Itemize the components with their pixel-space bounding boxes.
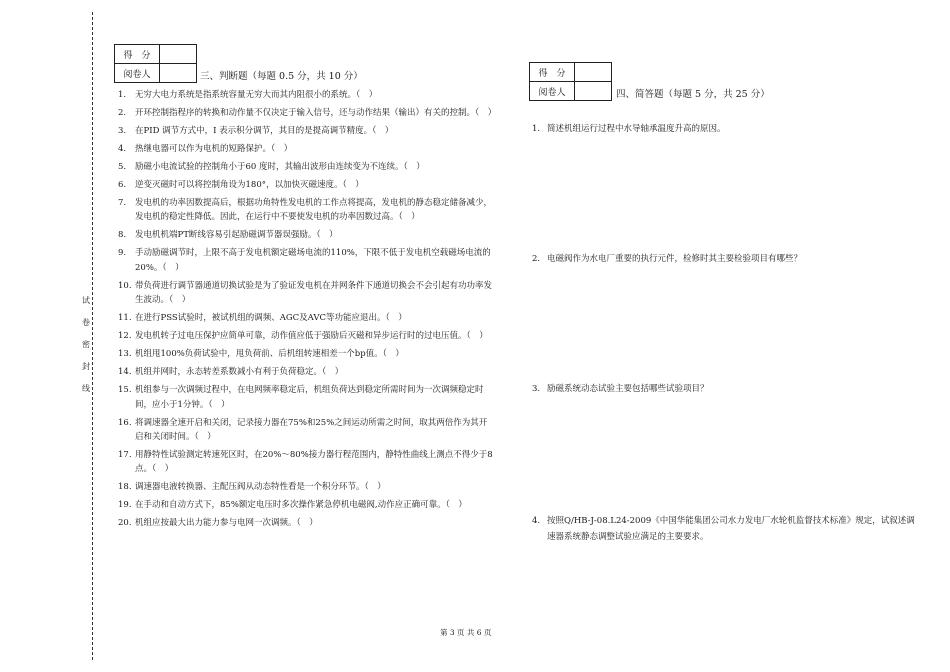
question-text: 机组并网时，永态转差系数减小有利于负荷稳定。（ ） xyxy=(135,367,344,378)
score-cell[interactable] xyxy=(160,45,197,64)
score-table-left xyxy=(114,44,197,83)
question-item xyxy=(532,122,922,138)
seal-char: 封 xyxy=(82,362,90,371)
question-text: 机组甩100%负荷试验中，甩负荷前、后机组转速相差一个bp值。（ ） xyxy=(135,349,404,360)
question-number: 2. xyxy=(118,108,127,118)
question-item xyxy=(118,498,494,512)
question-number: 1. xyxy=(532,124,541,134)
seal-dashed-line xyxy=(92,12,93,660)
question-text: 电磁阀作为水电厂重要的执行元件，检修时其主要检验项目有哪些？ xyxy=(547,254,803,264)
score-table-right xyxy=(529,62,612,101)
question-number: 9. xyxy=(118,248,127,259)
section3-question-list xyxy=(118,88,497,534)
question-number: 19. xyxy=(118,500,132,511)
question-text: 简述机组运行过程中水导轴承温度升高的原因。 xyxy=(547,124,726,134)
question-text: 开环控制指程序的转换和动作量不仅决定于输入信号，还与动作结果（输出）有关的控制。（ ） xyxy=(135,108,497,118)
question-number: 8. xyxy=(118,230,127,241)
question-item xyxy=(118,246,494,275)
question-item xyxy=(532,514,922,545)
question-item xyxy=(118,124,494,138)
reviewer-cell[interactable] xyxy=(575,82,612,101)
question-number: 15. xyxy=(118,385,132,396)
question-item xyxy=(118,160,494,174)
question-item xyxy=(118,228,494,242)
reviewer-label: 阅卷人 xyxy=(115,64,160,83)
seal-char: 卷 xyxy=(82,318,90,327)
question-number: 5. xyxy=(118,162,127,172)
question-item xyxy=(118,106,497,120)
question-item xyxy=(118,178,494,192)
question-number: 14. xyxy=(118,367,132,378)
question-number: 6. xyxy=(118,180,127,190)
score-label: 得 分 xyxy=(115,45,160,64)
question-item xyxy=(118,196,494,225)
score-cell[interactable] xyxy=(575,63,612,82)
question-text: 无穷大电力系统是指系统容量无穷大而其内阻很小的系统。（ ） xyxy=(135,90,378,100)
question-text: 逆变灭磁时可以将控制角设为180°，以加快灭磁速度。（ ） xyxy=(135,180,364,190)
seal-char: 试 xyxy=(82,296,90,305)
question-number: 17. xyxy=(118,450,132,461)
question-text: 手动励磁调节时，上限不高于发电机额定磁场电流的110%，下限不低于发电机空载磁场电流的20%。（ ） xyxy=(135,248,491,273)
question-number: 11. xyxy=(118,313,132,324)
score-label: 得 分 xyxy=(530,63,575,82)
section4-title: 四、简答题（每题 5 分，共 25 分） xyxy=(616,89,770,100)
question-number: 7. xyxy=(118,198,127,208)
seal-label xyxy=(80,290,92,400)
question-number: 4. xyxy=(532,516,541,526)
question-text: 在PID 调节方式中，I 表示积分调节，其目的是提高调节精度。（ ） xyxy=(135,126,394,136)
question-number: 3. xyxy=(118,126,127,136)
reviewer-cell[interactable] xyxy=(160,64,197,83)
question-number: 3. xyxy=(532,384,541,394)
question-text: 在手动和自动方式下，85%额定电压时多次操作紧急停机电磁阀,动作应正确可靠。（ ） xyxy=(135,500,467,511)
question-text: 发电机转子过电压保护应简单可靠，动作值应低于强励后灭磁和异步运行时的过电压值。（ ） xyxy=(135,331,488,342)
question-item xyxy=(118,279,494,308)
question-text: 将调速器全速开启和关闭，记录接力器在75%和25%之间运动所需之时间，取其两倍作为其开启和关闭时间。（ ） xyxy=(135,417,488,443)
question-item xyxy=(118,88,494,102)
question-number: 1. xyxy=(118,90,127,100)
question-number: 2. xyxy=(532,254,541,264)
question-item xyxy=(118,311,494,325)
question-text: 发电机机端PT断线容易引起励磁调节器误强励。（ ） xyxy=(135,230,338,241)
question-text: 用静特性试验测定转速死区时，在20%～80%接力器行程范围内，静特性曲线上测点不得少于8点。（ ） xyxy=(135,450,493,475)
question-number: 4. xyxy=(118,144,127,154)
question-item xyxy=(118,329,494,343)
question-text: 在进行PSS试验时，被试机组的调频、AGC及AVC等功能应退出。（ ） xyxy=(135,313,407,324)
question-number: 16. xyxy=(118,417,132,428)
question-number: 20. xyxy=(118,518,132,529)
question-item xyxy=(118,142,494,156)
question-text: 带负荷进行调节器通道切换试验是为了验证发电机在并网条件下通道切换会不会引起有功功率发生波动。（ ） xyxy=(135,280,493,306)
question-text: 热继电器可以作为电机的短路保护。（ ） xyxy=(135,144,293,154)
question-text: 机组参与一次调频过程中，在电网频率稳定后，机组负荷达到稳定所需时间为一次调频稳定时间，应小于1分钟。（ ） xyxy=(135,385,484,410)
question-item xyxy=(118,516,494,530)
question-text: 按照Q/HB-J-08.L24-2009《中国华能集团公司水力发电厂水轮机监督技术标准》规定，试叙述调速器系统静态调整试验应满足的主要要求。 xyxy=(547,516,915,542)
question-number: 12. xyxy=(118,331,132,342)
question-item xyxy=(118,347,494,361)
question-item xyxy=(118,480,494,494)
question-item xyxy=(118,416,494,445)
question-number: 10. xyxy=(118,280,132,291)
question-number: 13. xyxy=(118,349,132,360)
seal-char: 密 xyxy=(82,340,90,349)
question-text: 励磁系统动态试验主要包括哪些试验项目？ xyxy=(547,384,709,394)
question-item xyxy=(532,252,922,268)
seal-char: 线 xyxy=(82,384,90,393)
reviewer-label: 阅卷人 xyxy=(530,82,575,101)
question-text: 机组应按最大出力能力参与电网一次调频。（ ） xyxy=(135,518,318,529)
question-item xyxy=(118,448,494,477)
page-footer: 第 3 页 共 6 页 xyxy=(440,628,492,637)
question-item xyxy=(118,365,494,379)
question-item xyxy=(532,382,922,398)
question-item xyxy=(118,383,494,412)
question-text: 发电机的功率因数提高后，根据功角特性发电机的工作点将提高，发电机的静态稳定储备减少，发电机的稳定性降低。因此，在运行中不要使发电机的功率因数过高。（ ） xyxy=(135,198,493,223)
question-number: 18. xyxy=(118,482,132,493)
section3-title: 三、判断题（每题 0.5 分，共 10 分） xyxy=(200,71,363,82)
question-text: 励磁小电流试验的控制角小于60 度时，其输出波形由连续变为不连续。（ ） xyxy=(135,162,425,172)
question-text: 调速器电液转换器、主配压阀从动态特性看是一个积分环节。（ ） xyxy=(135,482,386,493)
